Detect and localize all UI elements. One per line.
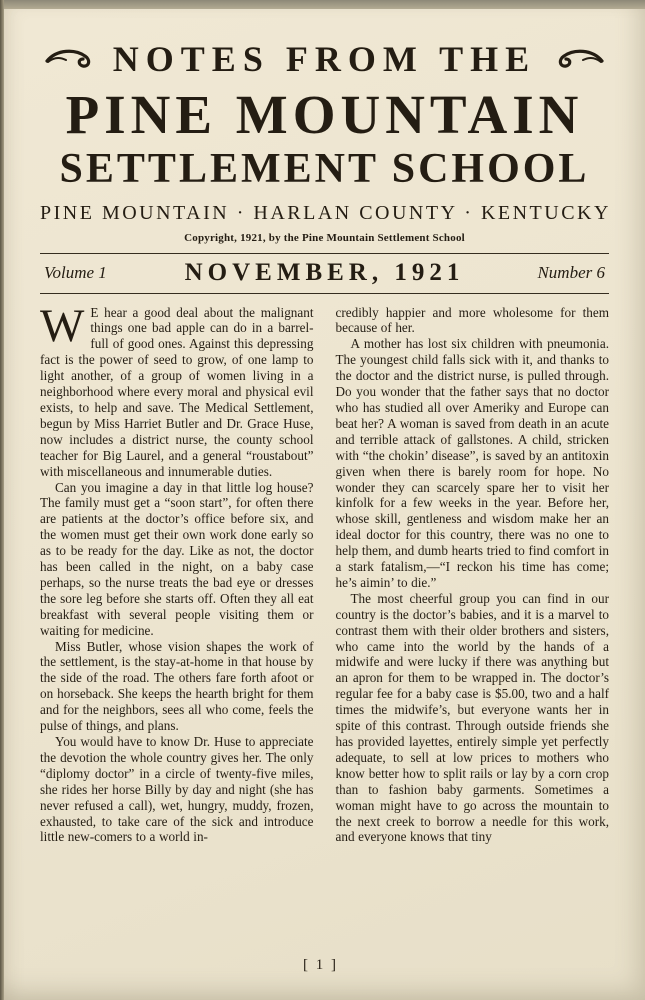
divider-rule-bottom [40, 293, 609, 294]
masthead-copyright: Copyright, 1921, by the Pine Mountain Settlement School [184, 231, 465, 244]
fleuron-right-icon [552, 48, 604, 70]
page-footer [0, 957, 641, 974]
paragraph [40, 299, 314, 480]
masthead-title-line2: SETTLEMENT SCHOOL [59, 146, 590, 193]
drop-cap: W [40, 299, 85, 352]
paragraph: Miss Butler, whose vision shapes the work of the settlement, is the stay-at-home in that house by the side of the road. The others fare forth afoot or on horseback. She keeps the hearth bright for them and for the neighbors, sees all who come, feels the pulse of things, and plans. [40, 638, 314, 734]
paragraph-text: E hear a good deal about the malignant things one bad apple can do in a barrel-full of good ones. Against this depressing fact is the power of seed to grow, of one lamp to light another, of a group of women living in a neighborhood where every moral and physical evil exists, to help and save. The Medical Settlement, begun by Miss Harriet Butler and Dr. Grace Huse, now includes a district nurse, the county school teacher for Big Laurel, and a general “roustabout” with miscellaneous and innumerable duties. [40, 304, 314, 479]
article-body [40, 299, 609, 846]
paragraph: You would have to know Dr. Huse to appreciate the devotion the whole country gives her. The only “diplomy doctor” in a circle of twenty-five miles, she rides her horse Billy by day and night (she has never refused a call), wet, hungry, muddy, frozen, exhausted, to take care of the sick and introduce little new-comers to a world in- [40, 734, 314, 845]
masthead-kicker: NOTES FROM THE [112, 39, 537, 79]
issue-row [40, 254, 609, 293]
volume-label: Volume 1 [44, 262, 107, 282]
page-number: [ 1 ] [303, 957, 338, 973]
issue-date: NOVEMBER, 1921 [184, 258, 465, 286]
masthead [40, 38, 609, 244]
paragraph: The most cheerful group you can find in our country is the doctor’s babies, and it is a marvel to contrast them with their older brothers and sisters, who came into the world by the hands of a midwife and were lucky if there was anything but an apron for them to be wrapped in. The doctor’s regular fee for a baby case is $5.00, two and a half times the midwife’s, but everyone wants her in spite of this contrast. Through outside friends she has provided layettes, entirely simple yet perfectly adequate, to sell at low prices to mothers who know better how to split rails or lay by a corn crop than to fashion baby garments. Sometimes a woman might have to go across the mountain to the next creek to borrow a needle for this work, and everyone knows that tiny [335, 590, 609, 845]
scan-edge-top [0, 0, 645, 9]
left-column [40, 299, 314, 846]
kicker-row [40, 38, 609, 80]
masthead-location: PINE MOUNTAIN · HARLAN COUNTY · KENTUCKY [40, 201, 611, 224]
fleuron-left-icon [45, 48, 97, 70]
scan-edge-left [0, 0, 4, 1000]
right-column [336, 305, 610, 846]
paragraph: Can you imagine a day in that little log house? The family must get a “soon start”, for often there are patients at the doctor’s office before six, and the women must get their own work done early so as to be ready for the day. Like as not, the doctor has been called in the night, on a baby case perhaps, so the nurse treats the bad eye or dresses the sore leg before she starts off. Often they all eat breakfast with several people visiting them or waiting for medicine. [40, 479, 314, 638]
paragraph: credibly happier and more wholesome for them because of her. [335, 304, 609, 336]
masthead-title-line1: PINE MOUNTAIN [65, 84, 584, 145]
number-label: Number 6 [537, 262, 605, 282]
paragraph: A mother has lost six children with pneumonia. The youngest child falls sick with it, and thanks to the doctor and the district nurse, is pulled through. Do you wonder that the father says that no doctor who has studied all over Ameriky and Europe can beat her? A woman is saved from death in an acute and terrible attack of gallstones. A child, stricken with “the chokin’ disease”, is saved by an antitoxin given when there is barely room for hope. No wonder they can scarcely spare her to visit her kinfolk for a few weeks in the year. Before her, whose skill, gentleness and wisdom make her an ideal doctor for this country, there was no one to help them, and dumb hearts tried to find comfort in a stark fatalism,—“I reckon his time has come; he’s aimin’ to die.” [335, 336, 609, 590]
